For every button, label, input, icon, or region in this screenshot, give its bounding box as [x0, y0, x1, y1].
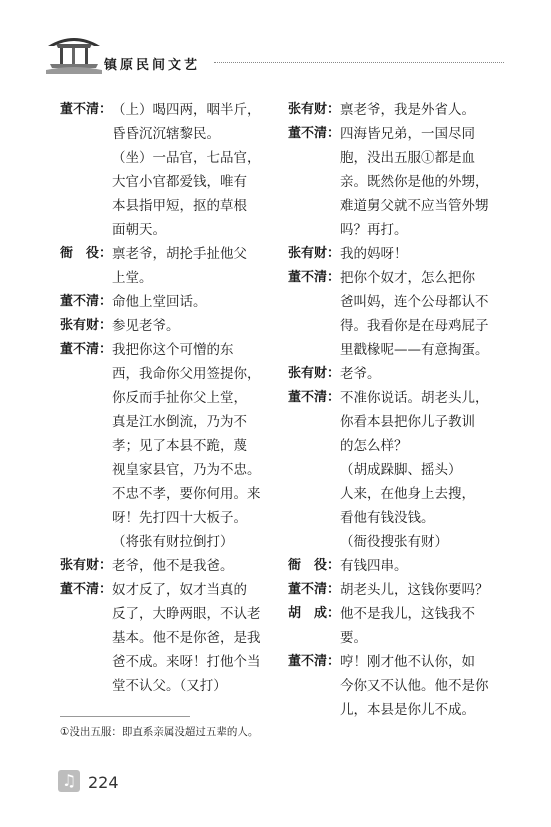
speech-line: 呀！先打四十大板子。 [112, 510, 247, 526]
speech-line: （衙役搜张有财） [340, 534, 448, 550]
speech-text [340, 650, 493, 722]
dialogue-entry [60, 554, 270, 578]
speech-text [340, 98, 493, 122]
speech-line: （上）喝四两，咽半斤， [112, 102, 261, 118]
dialogue-entry [60, 242, 270, 290]
speech-line: 把你个奴才，怎么把你 [340, 270, 475, 286]
speech-line: 爸叫妈，连个公母都认不 [340, 294, 489, 310]
speech-line: 胞，没出五服①都是血 [340, 150, 475, 166]
dialogue-entry [60, 314, 270, 338]
right-column [288, 98, 493, 722]
speech-line: 视皇家县官，乃为不忠。 [112, 462, 261, 478]
footnote: ①没出五服：即直系亲属没超过五辈的人。 [60, 726, 259, 738]
speech-line: 里戳椽呢——有意掏蛋。 [340, 342, 489, 358]
speaker-name: 胡 成： [288, 606, 341, 621]
speech-line: 的怎么样？ [340, 438, 408, 454]
speech-line: 堂不认父。（又打） [112, 678, 227, 694]
speech-line: 今你又不认他。他不是你 [340, 678, 489, 694]
speech-line: 禀老爷，我是外省人。 [340, 102, 475, 118]
speaker-name: 董不清： [288, 270, 341, 285]
speaker-name: 张有财： [288, 366, 341, 381]
speech-line: 我的妈呀！ [340, 246, 408, 262]
speech-text [340, 602, 493, 650]
dialogue-entry [60, 98, 270, 242]
speech-line: 胡老头儿，这钱你要吗？ [340, 582, 489, 598]
speech-line: 西，我命你父用签提你， [112, 366, 261, 382]
dialogue-entry [288, 578, 493, 602]
speech-line: 孝；见了本县不跪，蔑 [112, 438, 247, 454]
speaker-name: 董不清： [288, 126, 341, 141]
speaker-name: 董不清： [288, 654, 341, 669]
speech-line: 老爷。 [340, 366, 381, 382]
speech-line: 得。我看你是在母鸡屁子 [340, 318, 489, 334]
speech-line: 老爷，他不是我爸。 [112, 558, 234, 574]
speech-line: 上堂。 [112, 270, 153, 286]
speech-line: 儿，本县是你儿不成。 [340, 702, 475, 718]
speech-text [340, 554, 493, 578]
page-header [46, 28, 506, 78]
dialogue-entry [288, 386, 493, 554]
speech-text [112, 242, 270, 290]
speech-text [340, 242, 493, 266]
speech-line: 禀老爷，胡抡手扯他父 [112, 246, 247, 262]
speaker-name: 张有财： [60, 558, 113, 573]
dialogue-entry [60, 578, 270, 698]
speech-line: 有钱四串。 [340, 558, 408, 574]
speaker-name: 董不清： [60, 102, 113, 117]
speech-text [340, 266, 493, 362]
speaker-name: 董不清： [288, 582, 341, 597]
speech-text [112, 338, 270, 554]
speech-line: 人来，在他身上去搜， [340, 486, 475, 502]
speech-line: 四海皆兄弟，一国尽同 [340, 126, 475, 142]
speech-line: 哼！刚才他不认你，如 [340, 654, 475, 670]
page-number: 224 [88, 773, 119, 792]
speaker-name: 董不清： [288, 390, 341, 405]
dialogue-entry [288, 242, 493, 266]
speech-text [340, 122, 493, 242]
speech-line: （将张有财拉倒打） [112, 534, 234, 550]
speech-text [340, 386, 493, 554]
dialogue-entry [60, 338, 270, 554]
speaker-name: 董不清： [60, 294, 113, 309]
dialogue-entry [288, 266, 493, 362]
header-title: 镇原民间文艺 [104, 58, 201, 73]
speaker-name: 衙 役： [60, 246, 113, 261]
speech-line: 你看本县把你儿子教训 [340, 414, 475, 430]
pavilion-icon [46, 28, 102, 74]
header-rule [214, 62, 504, 63]
speech-line: 你反而手扯你父上堂， [112, 390, 247, 406]
dialogue-entry [288, 122, 493, 242]
speech-line: 昏昏沉沉辖黎民。 [112, 126, 220, 142]
speech-text [112, 314, 270, 338]
speech-line: 吗？再打。 [340, 222, 408, 238]
dialogue-entry [288, 98, 493, 122]
speech-line: 本县指甲短，抠的草根 [112, 198, 247, 214]
speech-line: 亲。既然你是他的外甥， [340, 174, 489, 190]
music-note-icon: ♫ [58, 770, 80, 792]
speech-line: 看他有钱没钱。 [340, 510, 435, 526]
speech-text [340, 362, 493, 386]
footnote-divider [60, 716, 190, 717]
speech-text [340, 578, 493, 602]
speech-line: 爸不成。来呀！打他个当 [112, 654, 261, 670]
dialogue-entry [288, 602, 493, 650]
speaker-name: 衙 役： [288, 558, 341, 573]
speech-line: 反了，大睁两眼，不认老 [112, 606, 261, 622]
speech-line: 奴才反了，奴才当真的 [112, 582, 247, 598]
speech-line: 真是江水倒流，乃为不 [112, 414, 247, 430]
left-column [60, 98, 270, 698]
speech-line: 不忠不孝，要你何用。来 [112, 486, 261, 502]
speech-text [112, 554, 270, 578]
speech-line: 不准你说话。胡老头儿， [340, 390, 489, 406]
speech-line: （胡成跺脚、摇头） [340, 462, 462, 478]
speech-line: 难道舅父就不应当管外甥 [340, 198, 489, 214]
speech-text [112, 578, 270, 698]
speaker-name: 张有财： [60, 318, 113, 333]
dialogue-entry [60, 290, 270, 314]
speaker-name: 董不清： [60, 582, 113, 597]
dialogue-entry [288, 554, 493, 578]
speaker-name: 张有财： [288, 102, 341, 117]
speech-line: 基本。他不是你爸，是我 [112, 630, 261, 646]
speech-line: 我把你这个可憎的东 [112, 342, 234, 358]
dialogue-entry [288, 650, 493, 722]
speech-text [112, 98, 270, 242]
speech-line: 命他上堂回话。 [112, 294, 207, 310]
speaker-name: 董不清： [60, 342, 113, 357]
speech-line: 参见老爷。 [112, 318, 180, 334]
dialogue-entry [288, 362, 493, 386]
speech-text [112, 290, 270, 314]
speaker-name: 张有财： [288, 246, 341, 261]
speech-line: 大官小官都爱钱，唯有 [112, 174, 247, 190]
speech-line: 他不是我儿，这钱我不要。 [340, 606, 475, 646]
speech-line: （坐）一品官，七品官， [112, 150, 261, 166]
speech-line: 面朝天。 [112, 222, 166, 238]
